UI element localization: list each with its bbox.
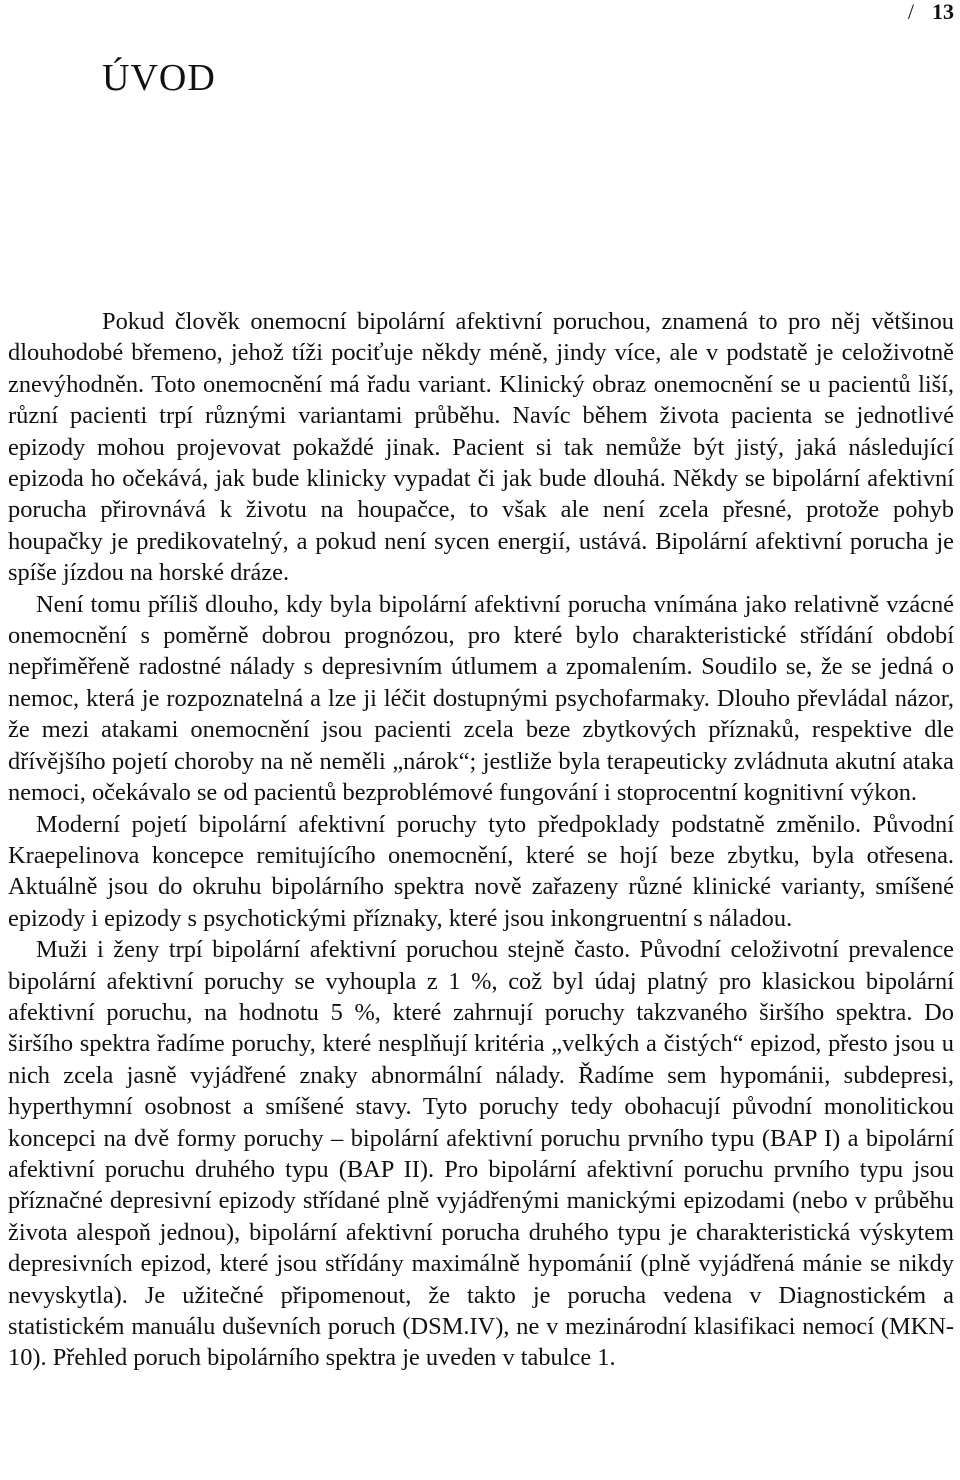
body-text — [8, 306, 954, 1374]
paragraph-intro: Pokud člověk onemocní bipolární afektivní poruchou, znamená to pro něj většinou dlouhodobé břemeno, jehož tíži pociťuje někdy méně, jindy více, ale v podstatě je celoživotně znevýhodněn. Toto onemocnění má řadu variant. Klinický obraz onemocnění se u pacientů liší, různí pacienti trpí různými variantami průběhu. Navíc během života pacienta se jednotlivé epizody mohou projevovat pokaždé jinak. Pacient si tak nemůže být jistý, jaká následující epizoda ho očekává, jak bude klinicky vypadat či jak bude dlouhá. Někdy se bipolární afektivní porucha přirovnává k životu na houpačce, to však ale není zcela přesné, protože pohyb houpačky je predikovatelný, a pokud není sycen energií, ustává. Bipolární afektivní porucha je spíše jízdou na horské dráze. — [8, 308, 954, 587]
header-separator: / — [907, 0, 914, 24]
paragraph-prevalence: Muži i ženy trpí bipolární afektivní poruchou stejně často. Původní celoživotní prevalence bipolární afektivní poruchy se vyhoupla z 1 %, což byl údaj platný pro klasickou bipolární afektivní poruchu, na hodnotu 5 %, které zahrnují poruchy takzvaného širšího spektra. Do širšího spektra řadíme poruchy, které nesplňují kritéria „velkých a čistých“ epizod, přesto jsou u nich zcela jasně vyjádřené znaky abnormální nálady. Řadíme sem hypománii, subdepresi, hyperthymní osobnost a smíšené stavy. Tyto poruchy tedy obohacují původní monolitickou koncepci na dvě formy poruchy – bipolární afektivní poruchu prvního typu (BAP I) a bipolární afektivní poruchu druhého typu (BAP II). Pro bipolární afektivní poruchu prvního typu jsou příznačné depresivní epizody střídané plně vyjádřenými manickými epizodami (nebo v průběhu života alespoň jednou), bipolární afektivní porucha druhého typu je charakteristická výskytem depresivních epizod, které jsou střídány maximálně hypománií (plně vyjádřená mánie se nikdy nevyskytla). Je užitečné připomenout, že takto je porucha vedena v Diagnostickém a statistickém manuálu duševních poruch (DSM.IV), ne v mezinárodní klasifikaci nemocí (MKN-10). Přehled poruch bipolárního spektra je uveden v tabulce 1. — [8, 936, 954, 1372]
chapter-title: ÚVOD — [102, 57, 216, 99]
paragraph-history: Není tomu příliš dlouho, kdy byla bipolární afektivní porucha vnímána jako relativně vzácné onemocnění s poměrně dobrou prognózou, pro které bylo charakteristické střídání období nepřiměřeně radostné nálady s depresivním útlumem a zpomalením. Soudilo se, že se jedná o nemoc, která je rozpoznatelná a lze ji léčit dostupnými psychofarmaky. Dlouho převládal názor, že mezi atakami onemocnění jsou pacienti zcela beze zbytkových příznaků, respektive dle dřívějšího pojetí choroby na ně neměli „nárok“; jestliže byla terapeuticky zvládnuta akutní ataka nemoci, očekávalo se od pacientů bezproblémové fungování i stoprocentní kognitivní výkon. — [8, 590, 954, 807]
page-number: 13 — [932, 0, 954, 24]
page-header — [908, 0, 954, 24]
paragraph-modern-concept: Moderní pojetí bipolární afektivní poruchy tyto předpoklady podstatně změnilo. Původní Kraepelinova koncepce remitujícího onemocnění, které se hojí beze zbytku, byla otřesena. Aktuálně jsou do okruhu bipolárního spektra nově zařazeny různé klinické varianty, smíšené epizody i epizody s psychotickými příznaky, které jsou inkongruentní s náladou. — [8, 810, 954, 932]
